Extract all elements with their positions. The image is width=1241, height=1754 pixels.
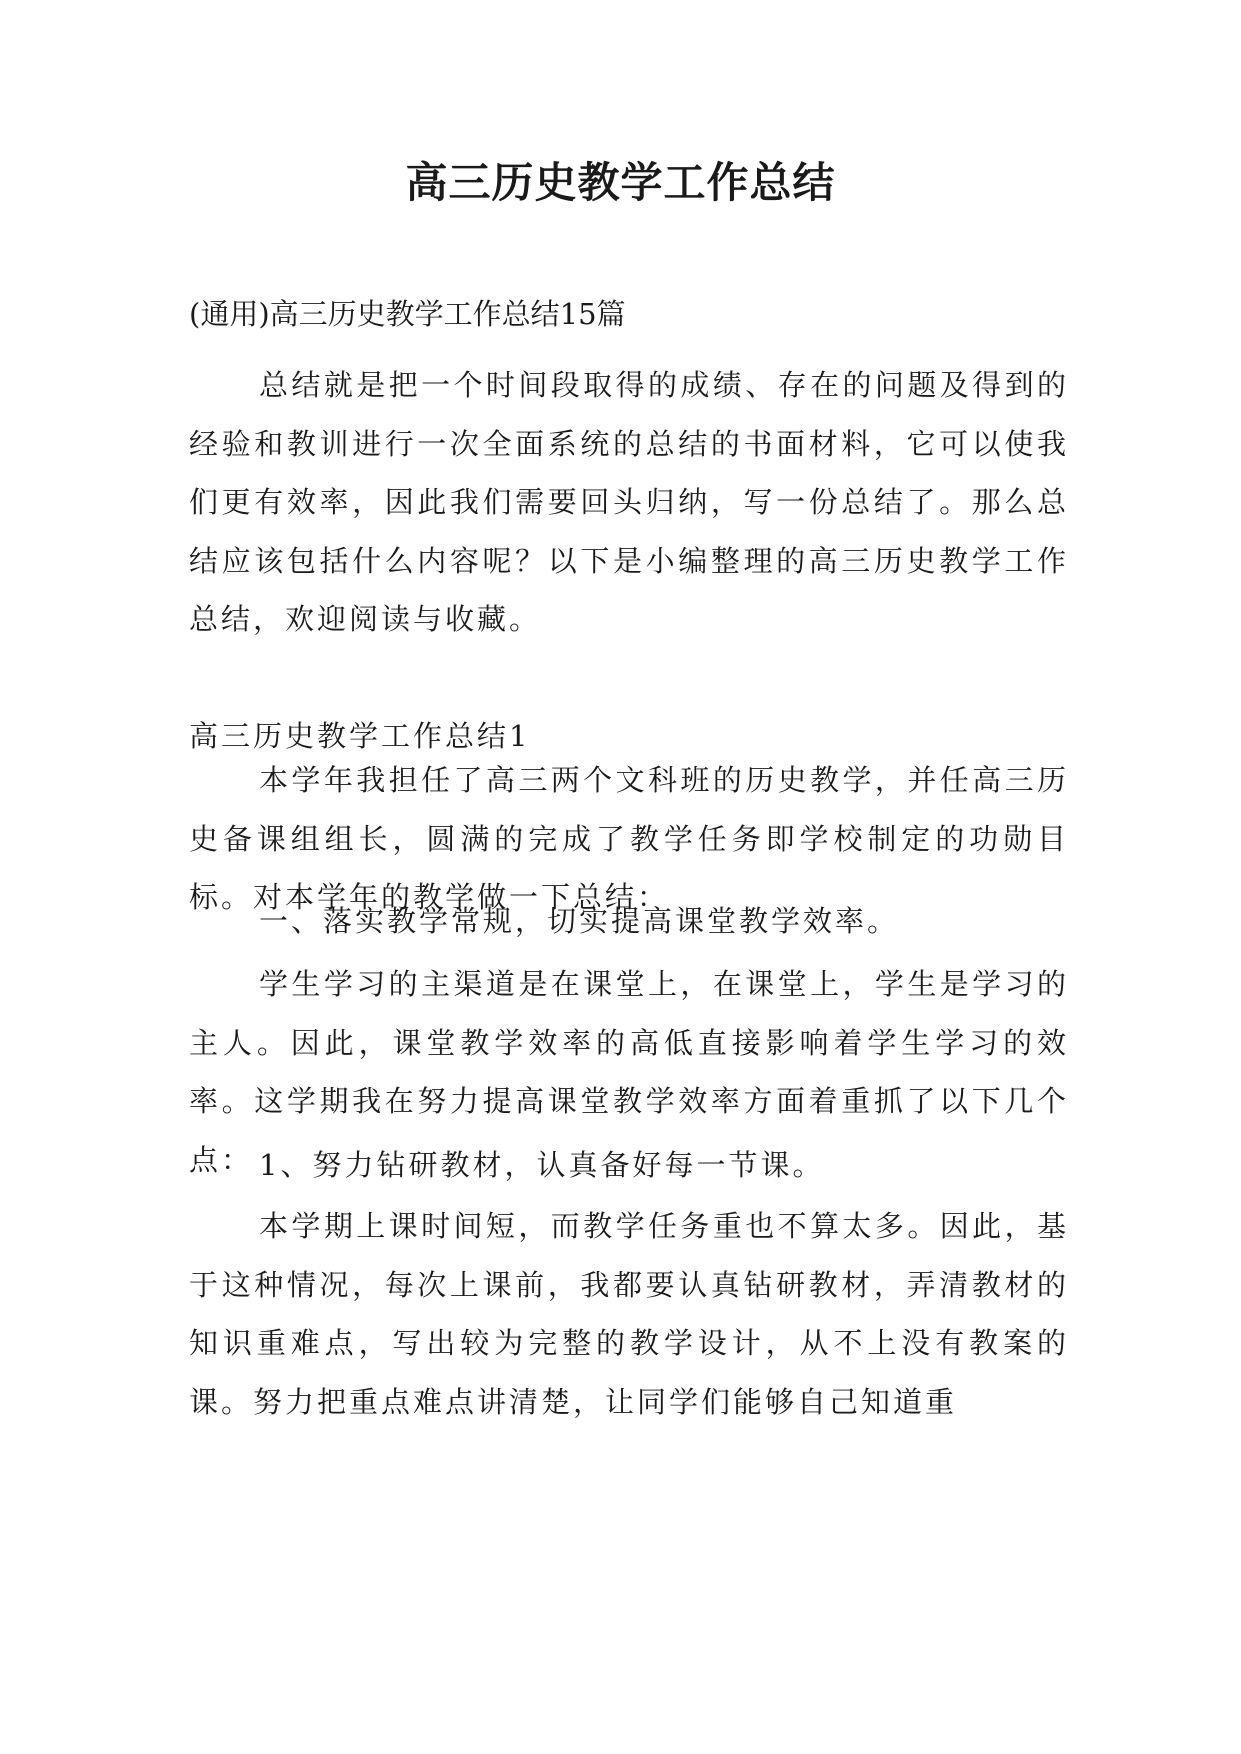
section-paragraph: 学生学习的主渠道是在课堂上，在课堂上，学生是学习的主人。因此，课堂教学效率的高低直接影响着学生学习的效率。这学期我在努力提高课堂教学效率方面着重抓了以下几个点： bbox=[189, 967, 1069, 1177]
section-paragraph: 本学期上课时间短，而教学任务重也不算太多。因此，基于这种情况，每次上课前，我都要认真钻研教材，弄清教材的知识重难点，写出较为完整的教学设计，从不上没有教案的课。努力把重点难点讲清楚，让同学们能够自己知道重 bbox=[189, 1209, 1069, 1419]
document-subtitle: (通用)高三历史教学工作总结15篇 bbox=[189, 297, 626, 331]
section-heading: 高三历史教学工作总结1 bbox=[189, 719, 531, 753]
section-paragraph: 本学年我担任了高三两个文科班的历史教学，并任高三历史备课组组长，圆满的完成了教学任务即学校制定的功勋目标。对本学年的教学做一下总结： bbox=[189, 763, 1069, 914]
intro-paragraph: 总结就是把一个时间段取得的成绩、存在的问题及得到的经验和教训进行一次全面系统的总结的书面材料，它可以使我们更有效率，因此我们需要回头归纳，写一份总结了。那么总结应该包括什么内容呢？以下是小编整理的高三历史教学工作总结，欢迎阅读与收藏。 bbox=[189, 368, 1069, 636]
subpoint-heading: 1、努力钻研教材，认真备好每一节课。 bbox=[259, 1148, 825, 1182]
document-title: 高三历史教学工作总结 bbox=[405, 158, 836, 207]
point-heading: 一、落实教学常规，切实提高课堂教学效率。 bbox=[259, 904, 900, 938]
